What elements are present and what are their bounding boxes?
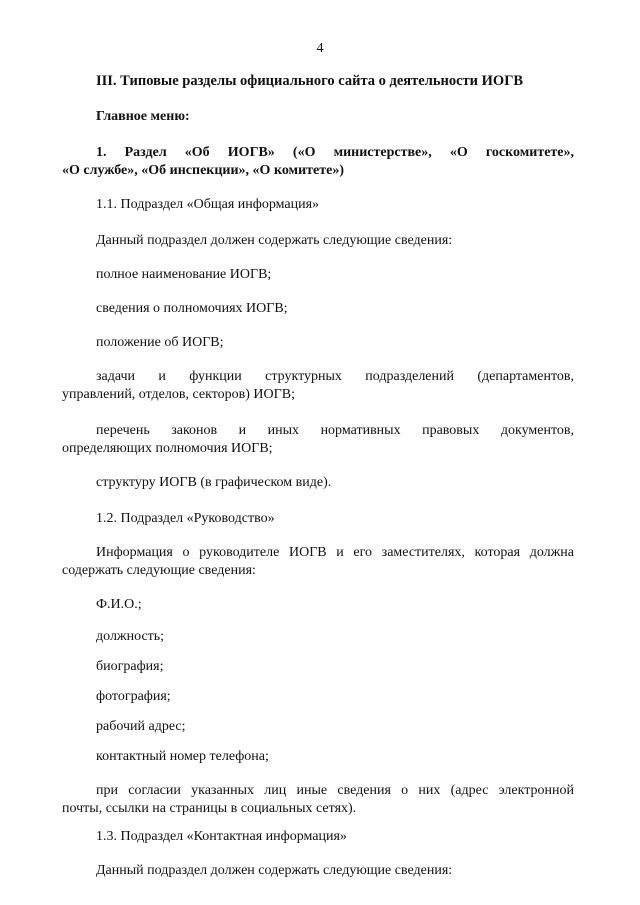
section-1-title-line1: 1. Раздел «Об ИОГВ» («О министерстве», «О госкомитете»,	[96, 145, 574, 160]
subsection-1-2-intro-line2: содержать следующие сведения:	[62, 563, 256, 578]
subsection-1-3-title: 1.3. Подраздел «Контактная информация»	[96, 829, 347, 844]
list-item: Ф.И.О.;	[96, 597, 142, 612]
list-item: сведения о полномочиях ИОГВ;	[96, 301, 288, 316]
list-item: полное наименование ИОГВ;	[96, 267, 272, 282]
consent-line2: почты, ссылки на страницы в социальных сетях).	[62, 801, 357, 816]
subsection-1-2-title: 1.2. Подраздел «Руководство»	[96, 511, 275, 526]
page-number: 4	[316, 41, 324, 56]
list-item: контактный номер телефона;	[96, 749, 269, 764]
subsection-1-1-title: 1.1. Подраздел «Общая информация»	[96, 197, 320, 212]
list-item-laws-line2: определяющих полномочия ИОГВ;	[62, 441, 273, 456]
list-item: рабочий адрес;	[96, 719, 186, 734]
consent-line1: при согласии указанных лиц иные сведения о них (адрес электронной	[96, 783, 574, 798]
list-item: должность;	[96, 629, 165, 644]
list-item-structure: структуру ИОГВ (в графическом виде).	[96, 475, 332, 490]
list-item-laws-line1: перечень законов и иных нормативных правовых документов,	[96, 423, 574, 438]
section-heading: III. Типовые разделы официального сайта о деятельности ИОГВ	[96, 73, 524, 89]
list-item-tasks-line1: задачи и функции структурных подразделений (департаментов,	[96, 369, 574, 384]
list-item: положение об ИОГВ;	[96, 335, 224, 350]
subsection-1-2-intro-line1: Информация о руководителе ИОГВ и его заместителях, которая должна	[96, 545, 574, 560]
list-item: фотография;	[96, 689, 171, 704]
list-item: биография;	[96, 659, 164, 674]
subsection-1-3-intro: Данный подраздел должен содержать следующие сведения:	[96, 863, 453, 878]
section-1-title-line2: «О службе», «Об инспекции», «О комитете»)	[62, 163, 345, 178]
subsection-1-1-intro: Данный подраздел должен содержать следующие сведения:	[96, 233, 453, 248]
list-item-tasks-line2: управлений, отделов, секторов) ИОГВ;	[62, 387, 295, 402]
main-menu-label: Главное меню:	[96, 109, 190, 124]
